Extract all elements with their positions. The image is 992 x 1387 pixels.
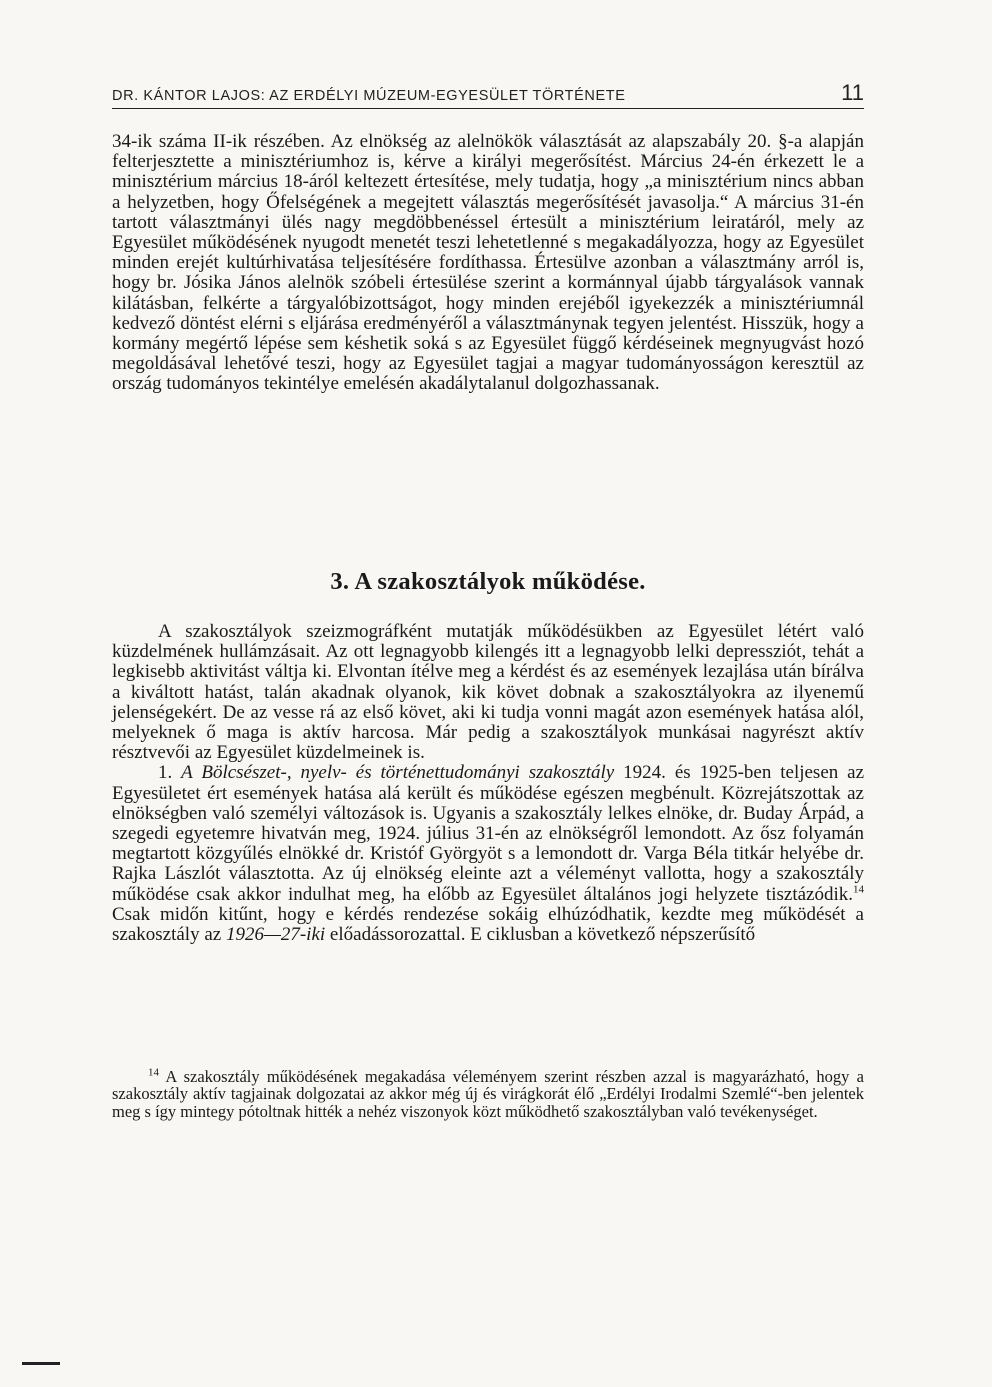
text-run: Csak midőn kitűnt, hogy e kérdés rendezése sokáig elhúzódhatik, kezdte meg működését a szakosztály az xyxy=(112,903,864,946)
running-title: DR. KÁNTOR LAJOS: AZ ERDÉLYI MÚZEUM-EGYESÜLET TÖRTÉNETE xyxy=(112,88,626,104)
section-text xyxy=(112,622,864,945)
paragraph: 34-ik száma II-ik részében. Az elnökség az alelnökök választását az alapszabály 20. §-a alapján felterjesztette a minisztériumhoz is, kérve a királyi megerősítést. Március 24-én érkezett le a minisztérium március 18-áról keltezett értesítése, mely tudatja, hogy „a minisztérium nincs abban a helyzetben, hogy Őfelségének a megejtett választás megerősítését javasolja.“ A március 31-én tartott választmányi ülés nagy megdöbbenéssel értesült a minisztérium leiratáról, mely az Egyesület működésének nyugodt menetét teszi lehetetlenné s megakadályozza, hogy az Egyesület minden erejét kultúrhivatása teljesítésére fordíthassa. Értesülve azonban a választmány arról is, hogy br. Jósika János alelnök szóbeli értesülése szerint a kormánnyal újabb tárgyalások vannak kilátásban, felkérte a tárgyalóbizottságot, hogy minden erejéből igyekezzék a minisztériumnál kedvező döntést elérni s eljárása eredményéről a választmánynak tegyen jelentést. Hisszük, hogy a kormány megértő lépése sem késhetik soká s az Egyesület függő kérdéseinek megnyugvást hozó megoldásával lehetővé teszi, hogy az Egyesület tagjai a magyar tudományosságon keresztül az ország tudományos tekintélye emelésén akadálytalanul dolgozhassanak. xyxy=(112,131,864,395)
paragraph: A szakosztályok szeizmográfként mutatják működésükben az Egyesület létért való küzdelmének hullámzásait. Az ott legnagyobb kilengés itt a legnagyobb lelki depressziót, tehát a legkisebb aktivitást váltja ki. Elvontan ítélve meg a kérdést és az események lezajlása után bírálva a kiváltott hatást, talán akadnak olyanok, kik követ dobnak a szakosztályokra az ilyenemű jelenségekért. De az vesse rá az első követ, aki ki tudja vonni magát azon események hatása alól, melyeknek ő maga is aktív harcosa. Már pedig a szakosztályok munkásai nagyrészt aktív résztvevői az Egyesület küzdelmeinek is. xyxy=(112,621,864,764)
text-run: 1924. és 1925-ben teljesen az Egyesületet ért események hatása alá került és működése egészen megbénult. Közrejátszottak az elnökségben való személyi változások is. Ugyanis a szakosztály lelkes elnöke, dr. Buday Árpád, a szegedi egyetemre hivatván meg, 1924. július 31-én az elnökségről lemondott. Az ősz folyamán megtartott közgyűlés elnökké dr. Kristóf Györgyöt s a lemondott dr. Varga Béla titkár helyébe dr. Rajka Lászlót választotta. Az új elnökség eleinte azt a véleményt vallotta, hogy a szakosztály működése csak akkor indulhat meg, ha előbb az Egyesület általános jogi helyzete tisztázódik. xyxy=(112,762,865,905)
continued-text xyxy=(112,132,864,395)
scan-edge-mark xyxy=(22,1362,60,1365)
text-run: előadássorozattal. E ciklusban a következő népszerűsítő xyxy=(325,924,756,946)
footnote xyxy=(112,1068,864,1120)
subsection-title: A Bölcsészet-, nyelv- és történettudományi szakosztály xyxy=(181,762,615,784)
footnote-marker: 14 xyxy=(148,1066,159,1079)
footnote-text: A szakosztály működésének megakadása véleményem szerint részben azzal is magyarázható, hogy a szakosztály aktív tagjainak dolgozatai az akkor még új és virágkorát élő „Erdélyi Irodalmi Szemlé“-ben jelentek meg s így mintegy pótoltnak hitték a nehéz viszonyok közt működhető szakosztályban való tevékenységet. xyxy=(112,1067,864,1121)
paragraph xyxy=(112,763,864,945)
running-header xyxy=(112,78,864,109)
footnote-ref[interactable]: 14 xyxy=(853,883,864,896)
footnotes xyxy=(112,1068,864,1120)
page-number: 11 xyxy=(841,80,864,105)
year-range: 1926—27-iki xyxy=(225,924,326,946)
list-number: 1. xyxy=(158,762,173,784)
section-heading: 3. A szakosztályok működése. xyxy=(330,568,646,595)
